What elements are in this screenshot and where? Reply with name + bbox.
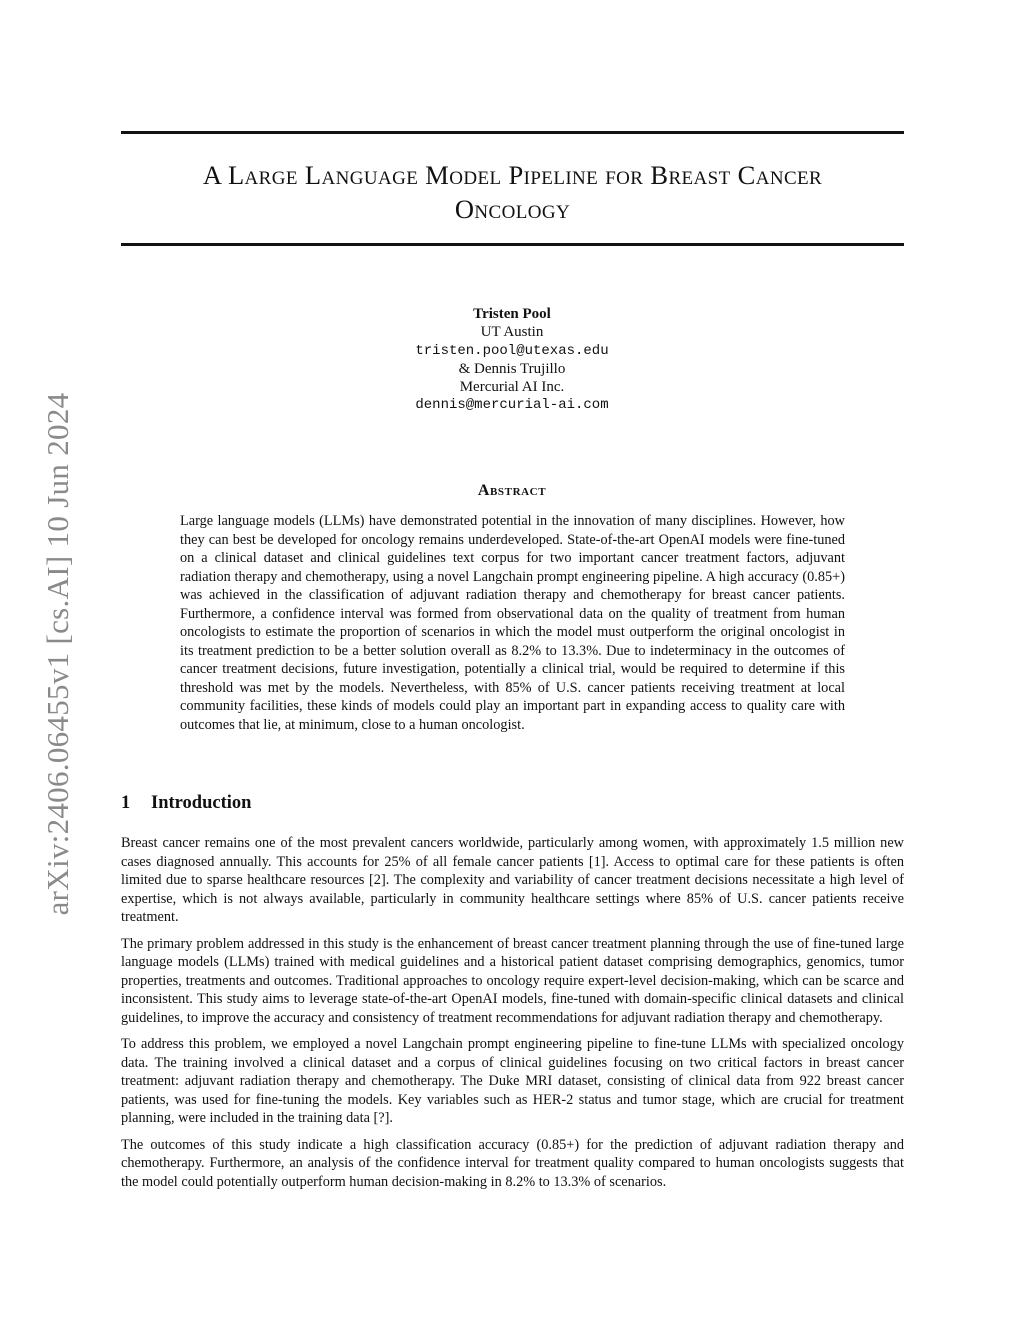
author-affiliation-2: Mercurial AI Inc. — [459, 379, 565, 396]
abstract-text: Large language models (LLMs) have demonstrated potential in the innovation of many disciplines. However, how they can best be developed for oncology remains underdeveloped. State-of-the-art OpenAI models were fine-tuned on a clinical dataset and clinical guidelines text corpus for two important cancer treatment factors, adjuvant radiation therapy and chemotherapy, using a novel Langchain prompt engineering pipeline. A high accuracy (0.85+) was achieved in the classification of adjuvant radiation therapy and chemotherapy for breast cancer patients. Furthermore, a confidence interval was formed from observational data on the quality of treatment from human oncologists to estimate the proportion of scenarios in which the model must outperform the original oncologist in its treatment prediction to be a better solution overall as 8.2% to 13.3%. Due to indeterminacy in the outcomes of cancer treatment decisions, future investigation, potentially a clinical trial, would be required to determine if this threshold was met by the models. Nevertheless, with 85% of U.S. cancer patients receiving treatment at local community facilities, these kinds of models could play an important part in expanding access to quality care with outcomes that lie, at minimum, close to a human oncologist. — [180, 513, 845, 733]
section-number: 1 — [121, 793, 131, 813]
introduction-body — [121, 834, 904, 1199]
paper-title — [121, 158, 904, 226]
author-block — [312, 305, 712, 415]
author-email-1: tristen.pool@utexas.edu — [415, 342, 609, 359]
intro-paragraph: To address this problem, we employed a novel Langchain prompt engineering pipeline to fine-tune LLMs with specialized oncology data. The training involved a clinical dataset and a corpus of clinical guidelines focusing on two critical factors in breast cancer treatment: adjuvant radiation therapy and chemotherapy. The Duke MRI dataset, consisting of clinical data from 922 breast cancer patients, was used for fine-tuning the models. Key variables such as HER-2 status and tumor stage, which are crucial for treatment planning, were included in the training data [?]. — [121, 1036, 904, 1126]
abstract-heading: Abstract — [477, 482, 547, 499]
intro-paragraph: Breast cancer remains one of the most prevalent cancers worldwide, particularly among women, with approximately 1.5 million new cases diagnosed annually. This accounts for 25% of all female cancer patients [1]. Access to optimal care for these patients is often limited due to sparse healthcare resources [2]. The complexity and variability of cancer treatment decisions necessitate a high level of expertise, which is not always available, particularly in community healthcare settings where 85% of U.S. cancer patients receive treatment. — [121, 835, 904, 925]
author-affiliation-1: UT Austin — [480, 324, 544, 341]
section-heading-introduction — [121, 793, 521, 814]
paper-title-line-1: A Large Language Model Pipeline for Breast Cancer — [202, 160, 823, 190]
author-email-2: dennis@mercurial-ai.com — [415, 397, 609, 414]
intro-paragraph: The outcomes of this study indicate a high classification accuracy (0.85+) for the prediction of adjuvant radiation therapy and chemotherapy. Furthermore, an analysis of the confidence interval for treatment quality compared to human oncologists suggests that the model could potentially outperform human decision-making in 8.2% to 13.3% of scenarios. — [121, 1136, 904, 1190]
arxiv-side-stamp: arXiv:2406.06455v1 [cs.AI] 10 Jun 2024 — [40, 392, 75, 916]
intro-paragraph: The primary problem addressed in this study is the enhancement of breast cancer treatment planning through the use of fine-tuned large language models (LLMs) trained with medical guidelines and a historical patient dataset comprising demographics, genomics, tumor properties, treatments and outcomes. Traditional approaches to oncology require expert-level decision-making, which can be scarce and inconsistent. This study aims to leverage state-of-the-art OpenAI models, fine-tuned with domain-specific clinical datasets and clinical guidelines, to improve the accuracy and consistency of treatment recommendations for adjuvant radiation therapy and chemotherapy. — [121, 935, 904, 1026]
author-name-1: Tristen Pool — [473, 306, 551, 322]
section-title: Introduction — [151, 793, 252, 813]
title-rule-top — [121, 131, 904, 134]
title-rule-bottom — [121, 243, 904, 246]
paper-title-line-2: Oncology — [454, 194, 571, 224]
author-name-2: & Dennis Trujillo — [458, 360, 566, 377]
